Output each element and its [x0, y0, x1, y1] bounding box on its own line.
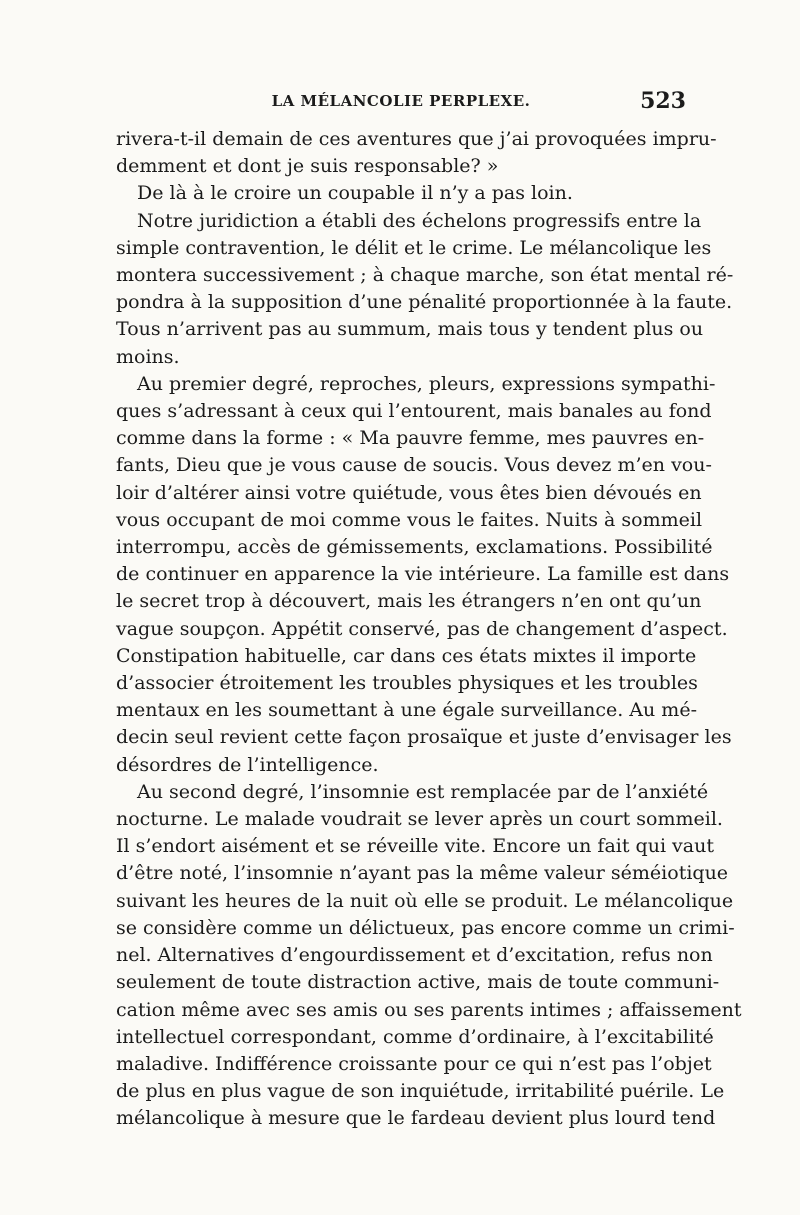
- text-line: decin seul revient cette façon prosaïque et juste d’envisager les: [116, 726, 732, 749]
- text-line: interrompu, accès de gémissements, exclamations. Possibilité: [116, 536, 713, 559]
- text-line: simple contravention, le délit et le crime. Le mélancolique les: [116, 236, 712, 259]
- body-text: [116, 126, 742, 1133]
- running-title: LA MÉLANCOLIE PERPLEXE.: [271, 92, 531, 110]
- paragraph: [116, 371, 732, 779]
- text-line: Il s’endort aisément et se réveille vite. Encore un fait qui vaut: [116, 835, 714, 858]
- text-line: seulement de toute distraction active, mais de toute communi-: [116, 971, 720, 994]
- text-line: de continuer en apparence la vie intérieure. La famille est dans: [116, 563, 730, 586]
- text-line: rivera-t-il demain de ces aventures que j’ai provoquées impru-: [116, 128, 717, 150]
- text-line: nel. Alternatives d’engourdissement et d’excitation, refus non: [116, 944, 713, 967]
- text-line: pondra à la supposition d’une pénalité proportionnée à la faute.: [116, 291, 733, 314]
- text-line: Notre juridiction a établi des échelons progressifs entre la: [137, 209, 702, 232]
- text-line: intellectuel correspondant, comme d’ordinaire, à l’excitabilité: [116, 1025, 714, 1048]
- text-line: Tous n’arrivent pas au summum, mais tous y tendent plus ou: [116, 318, 704, 341]
- text-line: montera successivement ; à chaque marche, son état mental ré-: [116, 264, 734, 287]
- text-line: se considère comme un délictueux, pas encore comme un crimi-: [116, 916, 735, 939]
- text-line: De là à le croire un coupable il n’y a pas loin.: [137, 182, 573, 205]
- page-number: 523: [640, 88, 686, 114]
- running-head: [116, 88, 686, 122]
- text-line: d’associer étroitement les troubles physiques et les troubles: [116, 672, 698, 695]
- text-line: comme dans la forme : « Ma pauvre femme, mes pauvres en-: [116, 427, 705, 450]
- paragraph: [116, 208, 734, 371]
- text-line: cation même avec ses amis ou ses parents intimes ; affaissement: [116, 998, 742, 1021]
- text-line: de plus en plus vague de son inquiétude, irritabilité puérile. Le: [116, 1080, 725, 1103]
- text-line: d’être noté, l’insomnie n’ayant pas la même valeur séméiotique: [116, 862, 729, 885]
- text-line: suivant les heures de la nuit où elle se produit. Le mélancolique: [116, 889, 734, 912]
- text-line: mentaux en les soumettant à une égale surveillance. Au mé-: [116, 699, 697, 722]
- text-line: nocturne. Le malade voudrait se lever après un court sommeil.: [116, 808, 723, 831]
- paragraph: [116, 126, 717, 180]
- text-line: maladive. Indifférence croissante pour ce qui n’est pas l’objet: [116, 1052, 712, 1075]
- text-line: fants, Dieu que je vous cause de soucis. Vous devez m’en vou-: [116, 454, 712, 477]
- text-line: moins.: [116, 345, 180, 368]
- text-line: le secret trop à découvert, mais les étrangers n’en ont qu’un: [116, 590, 702, 613]
- paragraph: [116, 779, 742, 1133]
- text-line: demment et dont je suis responsable? »: [116, 155, 499, 178]
- paragraph: [116, 180, 686, 207]
- text-line: loir d’altérer ainsi votre quiétude, vous êtes bien dévoués en: [116, 481, 702, 504]
- text-line: Au second degré, l’insomnie est remplacée par de l’anxiété: [137, 780, 709, 803]
- text-line: vague soupçon. Appétit conservé, pas de changement d’aspect.: [116, 617, 728, 640]
- text-line: Constipation habituelle, car dans ces états mixtes il importe: [116, 644, 697, 667]
- text-line: ques s’adressant à ceux qui l’entourent, mais banales au fond: [116, 400, 712, 423]
- text-line: vous occupant de moi comme vous le faites. Nuits à sommeil: [116, 508, 703, 531]
- text-line: désordres de l’intelligence.: [116, 753, 379, 776]
- text-line: mélancolique à mesure que le fardeau devient plus lourd tend: [116, 1107, 716, 1130]
- text-line: Au premier degré, reproches, pleurs, expressions sympathi-: [137, 372, 716, 395]
